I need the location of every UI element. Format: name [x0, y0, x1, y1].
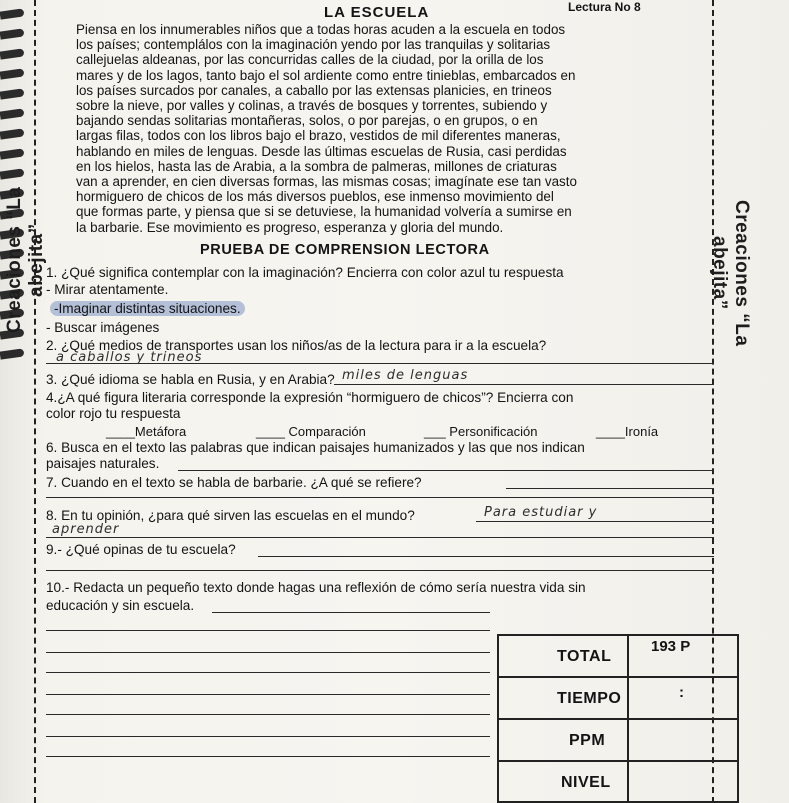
score-row-ppm: [499, 720, 737, 762]
side-brand-right: Creaciones “La abejita”: [709, 199, 752, 347]
q9-answer-line-2[interactable]: [46, 570, 714, 571]
reading-line: la barbarie. Ese movimiento es progreso, esperanza y gloria del mundo.: [76, 219, 504, 235]
reading-line: bajando sendas solitarias montañeras, solos, o por parejas, o en grupos, o en: [76, 113, 538, 129]
q9-answer-line[interactable]: [258, 556, 714, 557]
score-value[interactable]: :: [679, 684, 684, 701]
reading-line: hablando en miles de lenguas. Desde las últimas escuelas de Rusia, casi perdidas: [76, 143, 567, 159]
q10-answer-line-6[interactable]: [46, 714, 490, 715]
q2-answer-line[interactable]: [46, 363, 714, 364]
reading-number: Lectura No 8: [568, 0, 641, 14]
score-label: NIVEL: [561, 774, 611, 791]
q4-option-personificacion[interactable]: ___ Personificación: [424, 424, 538, 439]
q4-option-ironia[interactable]: ____Ironía: [596, 424, 659, 439]
score-table: [497, 634, 739, 803]
score-row-nivel: [499, 762, 737, 803]
q10-answer-line-8[interactable]: [46, 756, 490, 757]
side-brand-left: Creaciones “La abejita”: [4, 186, 47, 334]
q7-answer-line-2[interactable]: [46, 497, 714, 498]
q8-handwritten-answer: Para estudiar y: [484, 505, 598, 520]
left-dashed-border: [34, 0, 36, 803]
question-6: 6. Busca en el texto las palabras que indican paisajes humanizados y las que nos indican: [46, 440, 585, 455]
question-10-cont: educación y sin escuela.: [46, 598, 195, 613]
score-row-total: [499, 636, 737, 678]
question-8: 8. En tu opinión, ¿para qué sirven las escuelas en el mundo?: [46, 508, 415, 523]
question-4: 4.¿A qué figura literaria corresponde la expresión “hormiguero de chicos”? Encierra con: [46, 390, 574, 405]
reading-line: en los hielos, hasta las de Arabia, a la sombra de palmeras, millones de criaturas: [76, 158, 557, 174]
reading-line: hormiguero de chicos de los más diversos pueblos, ese inmenso movimiento del: [76, 189, 554, 205]
reading-line: Piensa en los innumerables niños que a todas horas acuden a la escuela en todos: [76, 22, 566, 37]
q4-option-comparacion[interactable]: ____ Comparación: [256, 424, 366, 439]
q3-answer-line[interactable]: [334, 384, 714, 385]
q10-answer-line-2[interactable]: [46, 630, 490, 631]
question-2: 2. ¿Qué medios de transportes usan los niños/as de la lectura para ir a la escuela?: [46, 338, 547, 353]
q10-answer-line-7[interactable]: [46, 736, 490, 737]
q1-option-2-highlight: -Imaginar distintas situaciones.: [50, 301, 245, 316]
q2-handwritten-answer: a caballos y trineos: [56, 350, 203, 365]
question-4-cont: color rojo tu respuesta: [46, 406, 181, 421]
question-10: 10.- Redacta un pequeño texto donde hagas una reflexión de cómo sería nuestra vida sin: [46, 580, 586, 595]
reading-line: que formas parte, y piensa que si se detuviese, la humanidad volvería a sumirse en: [76, 204, 572, 220]
reading-line: van a aprender, en cien diversas formas, las mismas cosas; imagínate ese tan vasto: [76, 174, 577, 190]
q7-answer-line[interactable]: [506, 488, 714, 489]
reading-text: [76, 22, 706, 235]
q8-answer-line[interactable]: [476, 521, 714, 522]
score-label: PPM: [569, 732, 606, 749]
q4-option-metafora[interactable]: ____Metáfora: [106, 424, 187, 439]
q1-option-3[interactable]: - Buscar imágenes: [46, 320, 160, 335]
q10-answer-line-3[interactable]: [46, 652, 490, 653]
q10-answer-line-5[interactable]: [46, 694, 490, 695]
question-3: 3. ¿Qué idioma se habla en Rusia, y en Arabia?: [46, 372, 335, 387]
question-9: 9.- ¿Qué opinas de tu escuela?: [46, 542, 236, 557]
q10-answer-line-4[interactable]: [46, 672, 490, 673]
q10-answer-line[interactable]: [212, 612, 490, 613]
page-title: LA ESCUELA: [324, 4, 430, 21]
question-7: 7. Cuando en el texto se habla de barbarie. ¿A qué se refiere?: [46, 475, 422, 490]
question-1: 1. ¿Qué significa contemplar con la imaginación? Encierra con color azul tu respuesta: [46, 265, 564, 280]
q1-option-1[interactable]: - Mirar atentamente.: [46, 282, 169, 297]
q6-answer-line[interactable]: [178, 470, 714, 471]
score-label: TIEMPO: [557, 690, 622, 707]
reading-line: sobre la nieve, por valles y colinas, a través de bosques y torrentes, subiendo y: [76, 98, 548, 114]
reading-line: callejuelas aldeanas, por las concurridas calles de la ciudad, por la orilla de los: [76, 52, 544, 68]
section-subtitle: PRUEBA DE COMPRENSION LECTORA: [200, 242, 490, 258]
q3-handwritten-answer: miles de lenguas: [342, 368, 469, 383]
question-6-cont: paisajes naturales.: [46, 456, 160, 471]
reading-line: largas filas, todos con los libros bajo el brazo, vestidos de mil diferentes maneras,: [76, 128, 561, 144]
q8-answer-line-2[interactable]: [46, 537, 714, 538]
reading-line: los países surcados por canales, a caballo por las extensas planicies, en trineos: [76, 82, 552, 98]
score-row-tiempo: [499, 678, 737, 720]
reading-line: mares y de los lagos, tanto bajo el sol ardiente como entre tinieblas, embarcados en: [76, 67, 576, 83]
score-value[interactable]: 193 P: [651, 638, 691, 655]
q8-handwritten-answer-2: aprender: [52, 522, 120, 537]
reading-line: los países; contemplálos con la imaginación yendo por las tranquilas y solitarias: [76, 37, 551, 53]
q1-option-2[interactable]: [50, 301, 245, 316]
score-label: TOTAL: [557, 648, 612, 665]
